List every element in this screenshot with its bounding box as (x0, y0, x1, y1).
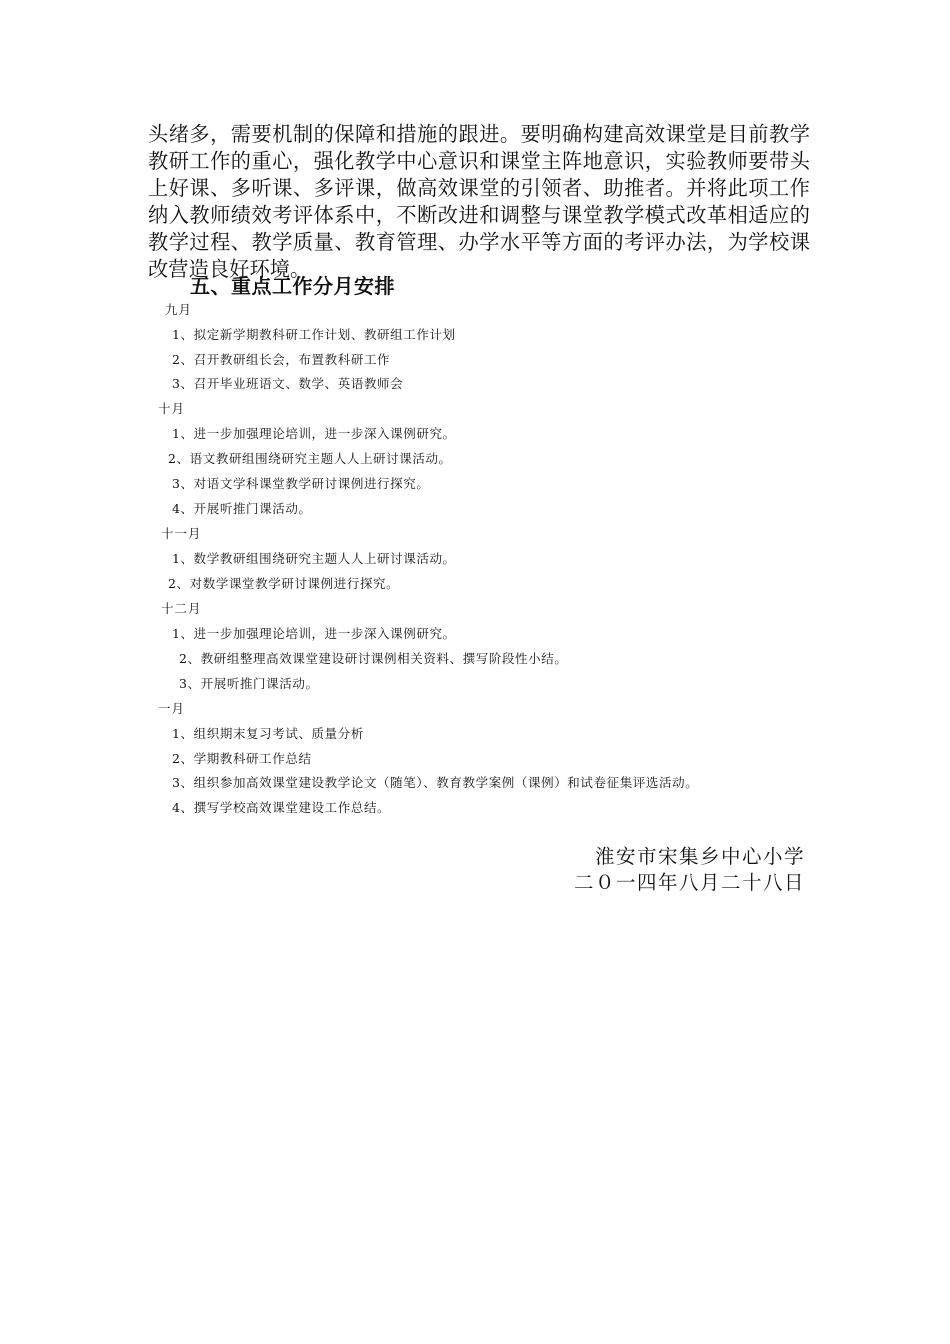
schedule-item: 3、召开毕业班语文、数学、英语教师会 (172, 376, 404, 391)
section-heading: 五、重点工作分月安排 (190, 274, 395, 298)
schedule-item: 3、开展听推门课活动。 (179, 676, 319, 691)
schedule-item: 4、撰写学校高效课堂建设工作总结。 (172, 800, 391, 815)
schedule-item: 1、拟定新学期教科研工作计划、教研组工作计划 (172, 327, 456, 342)
schedule-item: 3、组织参加高效课堂建设教学论文（随笔）、教育教学案例（课例）和试卷征集评选活动。 (172, 775, 699, 790)
schedule-item: 2、学期教科研工作总结 (172, 751, 312, 766)
signature-date: 二０一四年八月二十八日 (573, 871, 805, 894)
schedule-item: 3、对语文学科课堂教学研讨课例进行探究。 (172, 476, 430, 491)
intro-paragraph: 头绪多，需要机制的保障和措施的跟进。要明确构建高效课堂是目前教学教研工作的重心，强化教学中心意识和课堂主阵地意识，实验教师要带头上好课、多听课、多评课，做高效课堂的引领者、助推者。并将此项工作纳入教师绩效考评体系中，不断改进和调整与课堂教学模式改革相适应的教学过程、教学质量、教育管理、办学水平等方面的考评办法，为学校课改营造良好环境。 (148, 122, 810, 281)
schedule-item: 1、进一步加强理论培训，进一步深入课例研究。 (172, 426, 456, 441)
schedule-item: 1、数学教研组围绕研究主题人人上研讨课活动。 (172, 551, 456, 566)
schedule-item: 2、召开教研组长会，布置教科研工作 (172, 352, 391, 367)
month-heading-january: 一月 (158, 701, 186, 716)
schedule-item: 2、对数学课堂教学研讨课例进行探究。 (168, 576, 400, 591)
schedule-item: 1、组织期末复习考试、质量分析 (172, 726, 364, 741)
month-heading-december: 十二月 (161, 601, 202, 616)
month-heading-october: 十月 (158, 401, 186, 416)
signature-block (555, 844, 805, 896)
schedule-item: 2、语文教研组围绕研究主题人人上研讨课活动。 (168, 451, 452, 466)
month-heading-november: 十一月 (161, 526, 202, 541)
schedule-item: 1、进一步加强理论培训，进一步深入课例研究。 (172, 626, 456, 641)
schedule-item: 4、开展听推门课活动。 (172, 501, 312, 516)
schedule-item: 2、教研组整理高效课堂建设研讨课例相关资料、撰写阶段性小结。 (179, 651, 568, 666)
signature-organization: 淮安市宋集乡中心小学 (594, 845, 805, 868)
month-heading-september: 九月 (165, 302, 193, 317)
